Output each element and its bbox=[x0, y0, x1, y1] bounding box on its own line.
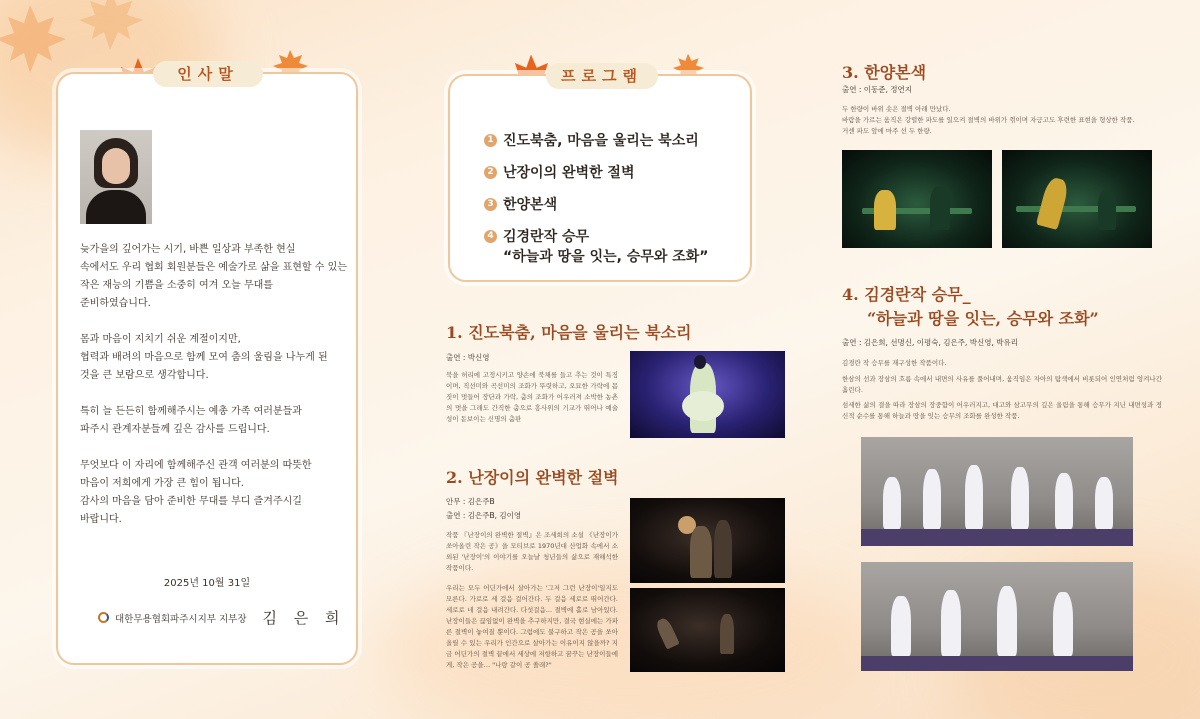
program-card bbox=[448, 67, 752, 282]
greeting-paragraph: 몸과 마음이 지치기 쉬운 계절이지만, 협력과 배려의 마음으로 함께 모여 춤의 울림을 나누게 된 것을 큰 보람으로 생각합니다. bbox=[80, 334, 328, 381]
program-item: 4 김경란작 승무 bbox=[484, 220, 709, 252]
section4-subtitle: “하늘과 땅을 잇는, 승무와 조화” bbox=[867, 309, 1099, 328]
section2-photo bbox=[630, 498, 785, 583]
org-name: 대한무용협회파주시지부 지부장 bbox=[115, 613, 247, 625]
section2-cast: 출연 : 김은주B, 김이영 bbox=[446, 511, 522, 520]
program-tag: 프로그램 bbox=[546, 63, 658, 89]
section3-photo bbox=[1002, 150, 1152, 248]
program-item: 3 한양본색 bbox=[484, 188, 709, 220]
greeting-paragraph: 특히 늘 든든히 함께해주시는 예총 가족 여러분들과 파주시 관계자분들께 깊은 감사를 드립니다. bbox=[80, 406, 302, 435]
greeting-paragraph: 늦가을의 깊어가는 시기, 바쁜 일상과 부족한 현실 속에서도 우리 협회 회원분들은 예술가로 삶을 표현할 수 있는 작은 재능의 기쁨을 소중히 여겨 오늘 무대를 준비하였습니다. bbox=[80, 244, 347, 309]
greeting-tag: 인사말 bbox=[153, 61, 263, 87]
section4-photo bbox=[861, 437, 1133, 546]
greeting-card bbox=[56, 65, 358, 665]
program-item-subtitle: “하늘과 땅을 잇는, 승무와 조화” bbox=[503, 249, 709, 265]
section2-choreographer: 안무 : 김은주B bbox=[446, 497, 495, 506]
program-list bbox=[484, 124, 709, 266]
section4-body: 섬세한 삶의 결을 따라 장삼의 장중함이 어우러지고, 대고와 삼고무의 깊은 울림을 통해 승무가 지닌 내면성과 정신적 순수를 통해 하늘과 땅을 잇는 승무의 조화를 완성한 작품. bbox=[842, 401, 1162, 420]
section1-photo bbox=[630, 351, 785, 438]
section1-cast: 출연 : 박신영 bbox=[446, 353, 490, 362]
number-badge-icon: 3 bbox=[484, 198, 497, 211]
greeting-text bbox=[80, 241, 350, 547]
section1-body: 북을 허리에 고정시키고 양손에 북채를 들고 추는 것이 특징이며, 직선미와 곡선미의 조화가 뚜렷하고, 오묘한 가락에 몸짓이 멋들어 장단과 가락, 춤의 조화가 어우러져 소박한 농촌의 멋을 그래도 간직한 춤으로 흥사위의 기교가 뛰어나 예술성이 돋보이는 신명의 춤판 bbox=[446, 371, 618, 423]
section2-body: 작품 『난장이의 완벽한 절벽』은 조세희의 소설 《난장이가 쏘아올린 작은 공》을 모티브로 1970년대 산업화 속에서 소외된 '난장이'의 이야기를 오늘날 청년들의 삶으로 재해석한 작품이다. bbox=[446, 531, 618, 572]
number-badge-icon: 2 bbox=[484, 166, 497, 179]
section3-photo bbox=[842, 150, 992, 248]
section4-title: 4. 김경란작 승무_ bbox=[842, 285, 971, 304]
section3-body: 두 한량이 바위 솟은 절벽 아래 만났다. 바람을 가르는 움직은 강렬한 파도를 일으켜 절벽의 바위가 꺾이며 자긍고도 후련한 표현을 형상한 작품. 거센 파도 앞에 마주 선 두 한량. bbox=[842, 105, 1135, 135]
greeting-paragraph: 무엇보다 이 자리에 함께해주신 관객 여러분의 따뜻한 마음이 저희에게 가장 큰 힘이 됩니다. 감사의 마음을 담아 준비한 무대를 부디 즐겨주시길 바랍니다. bbox=[80, 460, 312, 525]
section4-body: 한삼의 선과 장삼의 흐름 속에서 내면의 사유를 풀어내며, 움직임은 자아의 탐색에서 비롯되어 인연처럼 엉켜나간 흘린다. bbox=[842, 375, 1162, 394]
section4-cast: 출연 : 김은희, 선명신, 이평숙, 김은주, 박신영, 박유리 bbox=[842, 338, 1019, 347]
director-portrait bbox=[80, 130, 152, 224]
signer-name: 김 은 희 bbox=[262, 609, 346, 627]
section3-cast: 출연 : 이동준, 정연지 bbox=[842, 85, 913, 94]
number-badge-icon: 1 bbox=[484, 134, 497, 147]
org-logo-icon bbox=[98, 612, 109, 623]
section2-body: 우리는 모두 어딘가에서 살아가는 '그저 그런 난장이'일지도 모른다. 가로로 세 걸음 걸어간다. 두 걸음 세로로 뛰어간다. 세로로 네 걸음 내려간다. 다섯걸음... 절벽에 홀로 남아있다. 난장이들은 끊임없이 완벽을 추구하지만, 결국 현실에는 가파른 절벽이 놓여질 뿐이다. 그럼에도 불구하고 작은 공을 쏘아올릴 수 있는 우리가 인간으로 살아가는 이유이지 않을까? 지금 어딘가의 절벽 끝에서 세상에 저항하고 꿈꾸는 난장이들에게, 작은 공을… "나랑 같이 공 쏠래?" bbox=[446, 584, 618, 669]
section3-title: 3. 한양본색 bbox=[842, 63, 927, 82]
section2-photo bbox=[630, 588, 785, 672]
program-item: 2 난장이의 완벽한 절벽 bbox=[484, 156, 709, 188]
section4-body: 김경란 작 승무를 재구성한 작품이다. bbox=[842, 359, 947, 367]
section1-title: 1. 진도북춤, 마음을 울리는 북소리 bbox=[446, 323, 692, 342]
number-badge-icon: 4 bbox=[484, 230, 497, 243]
greeting-date: 2025년 10월 31일 bbox=[163, 578, 251, 589]
section2-title: 2. 난장이의 완벽한 절벽 bbox=[446, 468, 619, 487]
program-item: 1 진도북춤, 마음을 울리는 북소리 bbox=[484, 124, 709, 156]
greeting-signature bbox=[98, 607, 346, 628]
section4-photo bbox=[861, 562, 1133, 671]
